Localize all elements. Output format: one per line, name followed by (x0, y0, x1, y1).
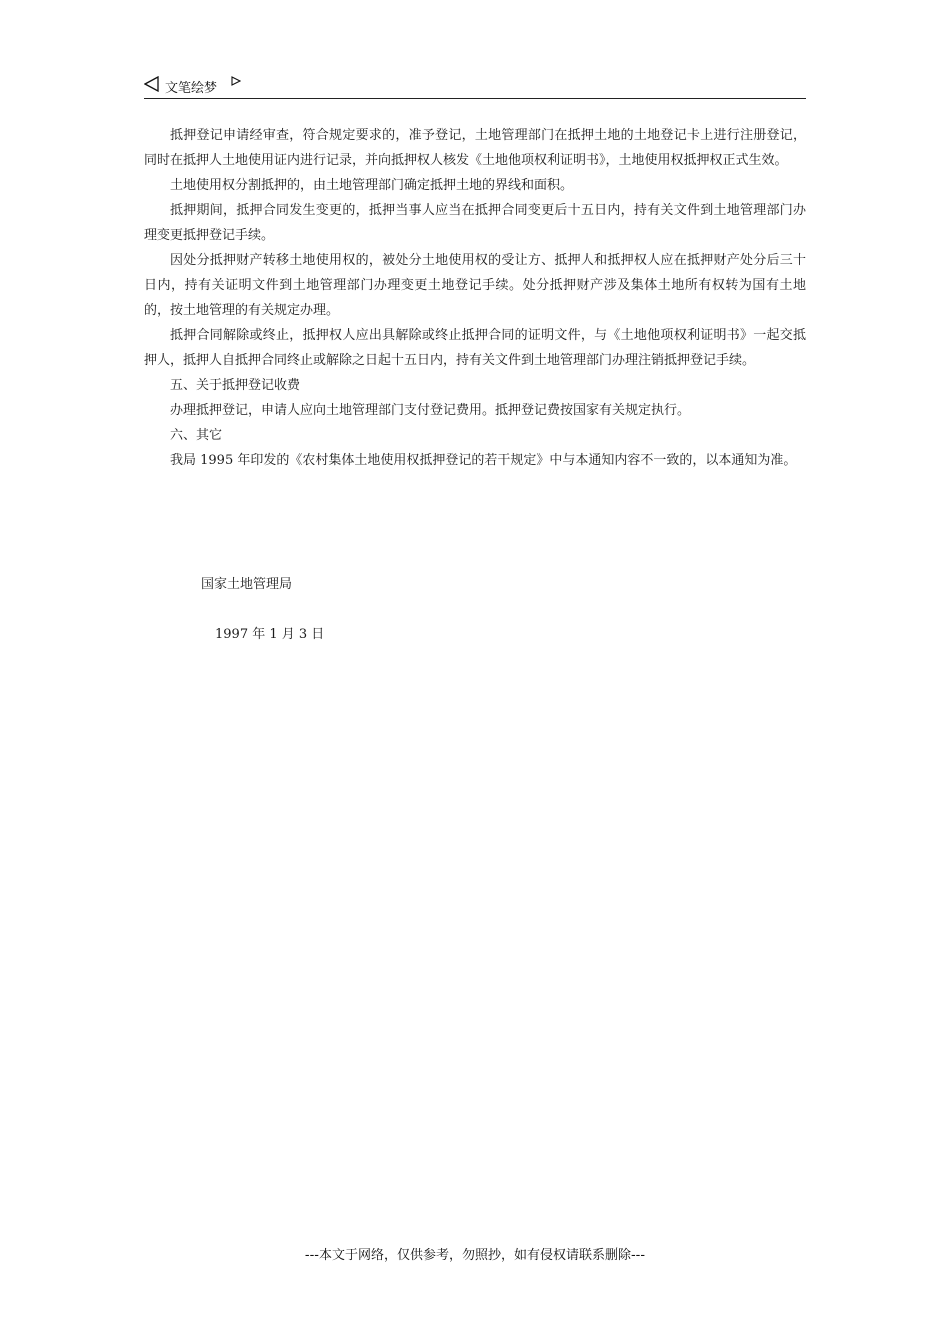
document-body (144, 123, 806, 473)
paragraph: 我局 1995 年印发的《农村集体土地使用权抵押登记的若干规定》中与本通知内容不一致的，以本通知为准。 (170, 453, 797, 468)
paragraph: 抵押合同解除或终止，抵押权人应出具解除或终止抵押合同的证明文件，与《土地他项权利证明书》一起交抵押人，抵押人自抵押合同终止或解除之日起十五日内，持有关文件到土地管理部门办理注销抵押登记手续。 (144, 328, 806, 368)
page-header (144, 72, 806, 99)
paragraph: 抵押登记申请经审查，符合规定要求的，准予登记，土地管理部门在抵押土地的土地登记卡上进行注册登记，同时在抵押人土地使用证内进行记录，并向抵押权人核发《土地他项权利证明书》，土地使用权抵押权正式生效。 (144, 128, 806, 168)
page-footer: ---本文于网络，仅供参考，勿照抄，如有侵权请联系删除--- (304, 1248, 646, 1263)
paragraph: 因处分抵押财产转移土地使用权的，被处分土地使用权的受让方、抵押人和抵押权人应在抵押财产处分后三十日内，持有关证明文件到土地管理部门办理变更土地登记手续。处分抵押财产涉及集体土地所有权转为国有土地的，按土地管理的有关规定办理。 (144, 253, 806, 318)
section-heading: 六、其它 (170, 428, 223, 443)
signature-organization: 国家土地管理局 (201, 577, 293, 592)
paragraph: 办理抵押登记，申请人应向土地管理部门支付登记费用。抵押登记费按国家有关规定执行。 (170, 403, 691, 418)
header-title: 文笔绘梦 (165, 81, 218, 96)
paragraph: 抵押期间，抵押合同发生变更的，抵押当事人应当在抵押合同变更后十五日内，持有关文件到土地管理部门办理变更抵押登记手续。 (144, 203, 806, 243)
right-triangle-icon (231, 76, 241, 86)
section-heading: 五、关于抵押登记收费 (170, 378, 301, 393)
paragraph: 土地使用权分割抵押的，由土地管理部门确定抵押土地的界线和面积。 (170, 178, 574, 193)
left-triangle-icon (144, 76, 160, 92)
signature-date: 1997 年 1 月 3 日 (215, 627, 325, 642)
